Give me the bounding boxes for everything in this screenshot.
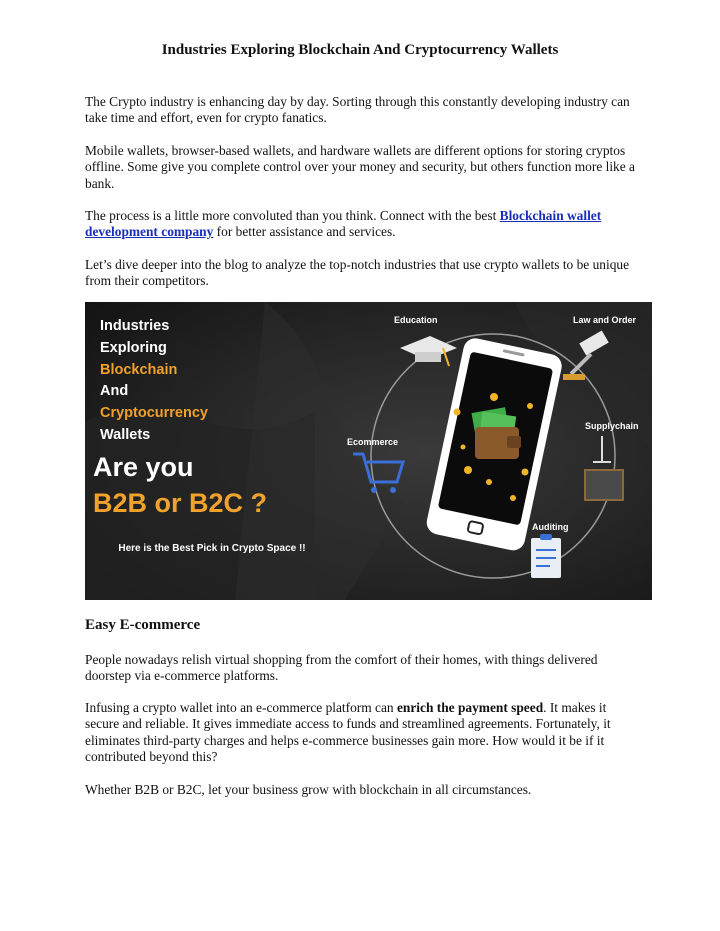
intro-paragraph-4: Let’s dive deeper into the blog to analyze the top-notch industries that use crypto wallets to be unique from their competitors. — [85, 257, 630, 289]
label-law-and-order: Law and Order — [573, 315, 637, 325]
section-paragraph-3: Whether B2B or B2C, let your business grow with blockchain in all circumstances. — [85, 782, 532, 797]
audit-clipboard-icon — [531, 534, 561, 578]
intro-paragraph-3-tail: for better assistance and services. — [213, 224, 396, 240]
section-paragraph-1: People nowadays relish virtual shopping from the comfort of their homes, with things delivered doorstep via e-commerce platforms. — [85, 652, 598, 684]
banner-question-line-2: B2B or B2C ? — [93, 488, 268, 518]
document-title: Industries Exploring Blockchain And Cryptocurrency Wallets — [161, 42, 559, 58]
section-paragraph-2 — [85, 700, 640, 766]
section-paragraph-2-bold: enrich the payment speed — [396, 700, 544, 715]
banner-question-line-1: Are you — [93, 452, 194, 482]
intro-paragraph-3 — [85, 208, 640, 241]
banner-title-line: Exploring — [100, 339, 167, 356]
intro-paragraph-1: The Crypto industry is enhancing day by day. Sorting through this constantly developing industry can take time and effort, even for crypto fanatics. — [85, 94, 630, 126]
section-paragraph-2-text: Infusing a crypto wallet into an e-commerce platform can — [85, 700, 397, 715]
banner-image — [85, 302, 652, 600]
label-education: Education — [394, 315, 438, 325]
section-paragraph-2-tail: . It makes it secure and reliable. It gives immediate access to funds and streamlined agreements. Fortunately, it eliminates third-party charges and helps e-commerce businesses gain more. How would it be if it contributed beyond this? — [85, 700, 611, 765]
banner-subtitle: Here is the Best Pick in Crypto Space !! — [118, 543, 306, 554]
blockchain-wallet-link[interactable]: Blockchain wallet development company — [85, 208, 602, 240]
label-auditing: Auditing — [532, 522, 569, 532]
label-ecommerce: Ecommerce — [347, 437, 399, 447]
section-heading: Easy E-commerce — [85, 617, 201, 633]
intro-paragraph-3-text: The process is a little more convoluted than you think. Connect with the best — [85, 208, 500, 223]
banner-title-line: Blockchain — [100, 361, 178, 378]
banner-title-line: Cryptocurrency — [100, 405, 208, 422]
label-supplychain: Supplychain — [585, 421, 639, 431]
intro-paragraph-2: Mobile wallets, browser-based wallets, and hardware wallets are different options for storing cryptos offline. Some give you complete control over your money and security, but others function more like a bank. — [85, 143, 635, 191]
banner-title-line: Industries — [100, 318, 170, 334]
banner-title — [100, 316, 208, 447]
banner-title-line: And — [100, 383, 129, 400]
banner-title-line: Wallets — [100, 426, 151, 443]
